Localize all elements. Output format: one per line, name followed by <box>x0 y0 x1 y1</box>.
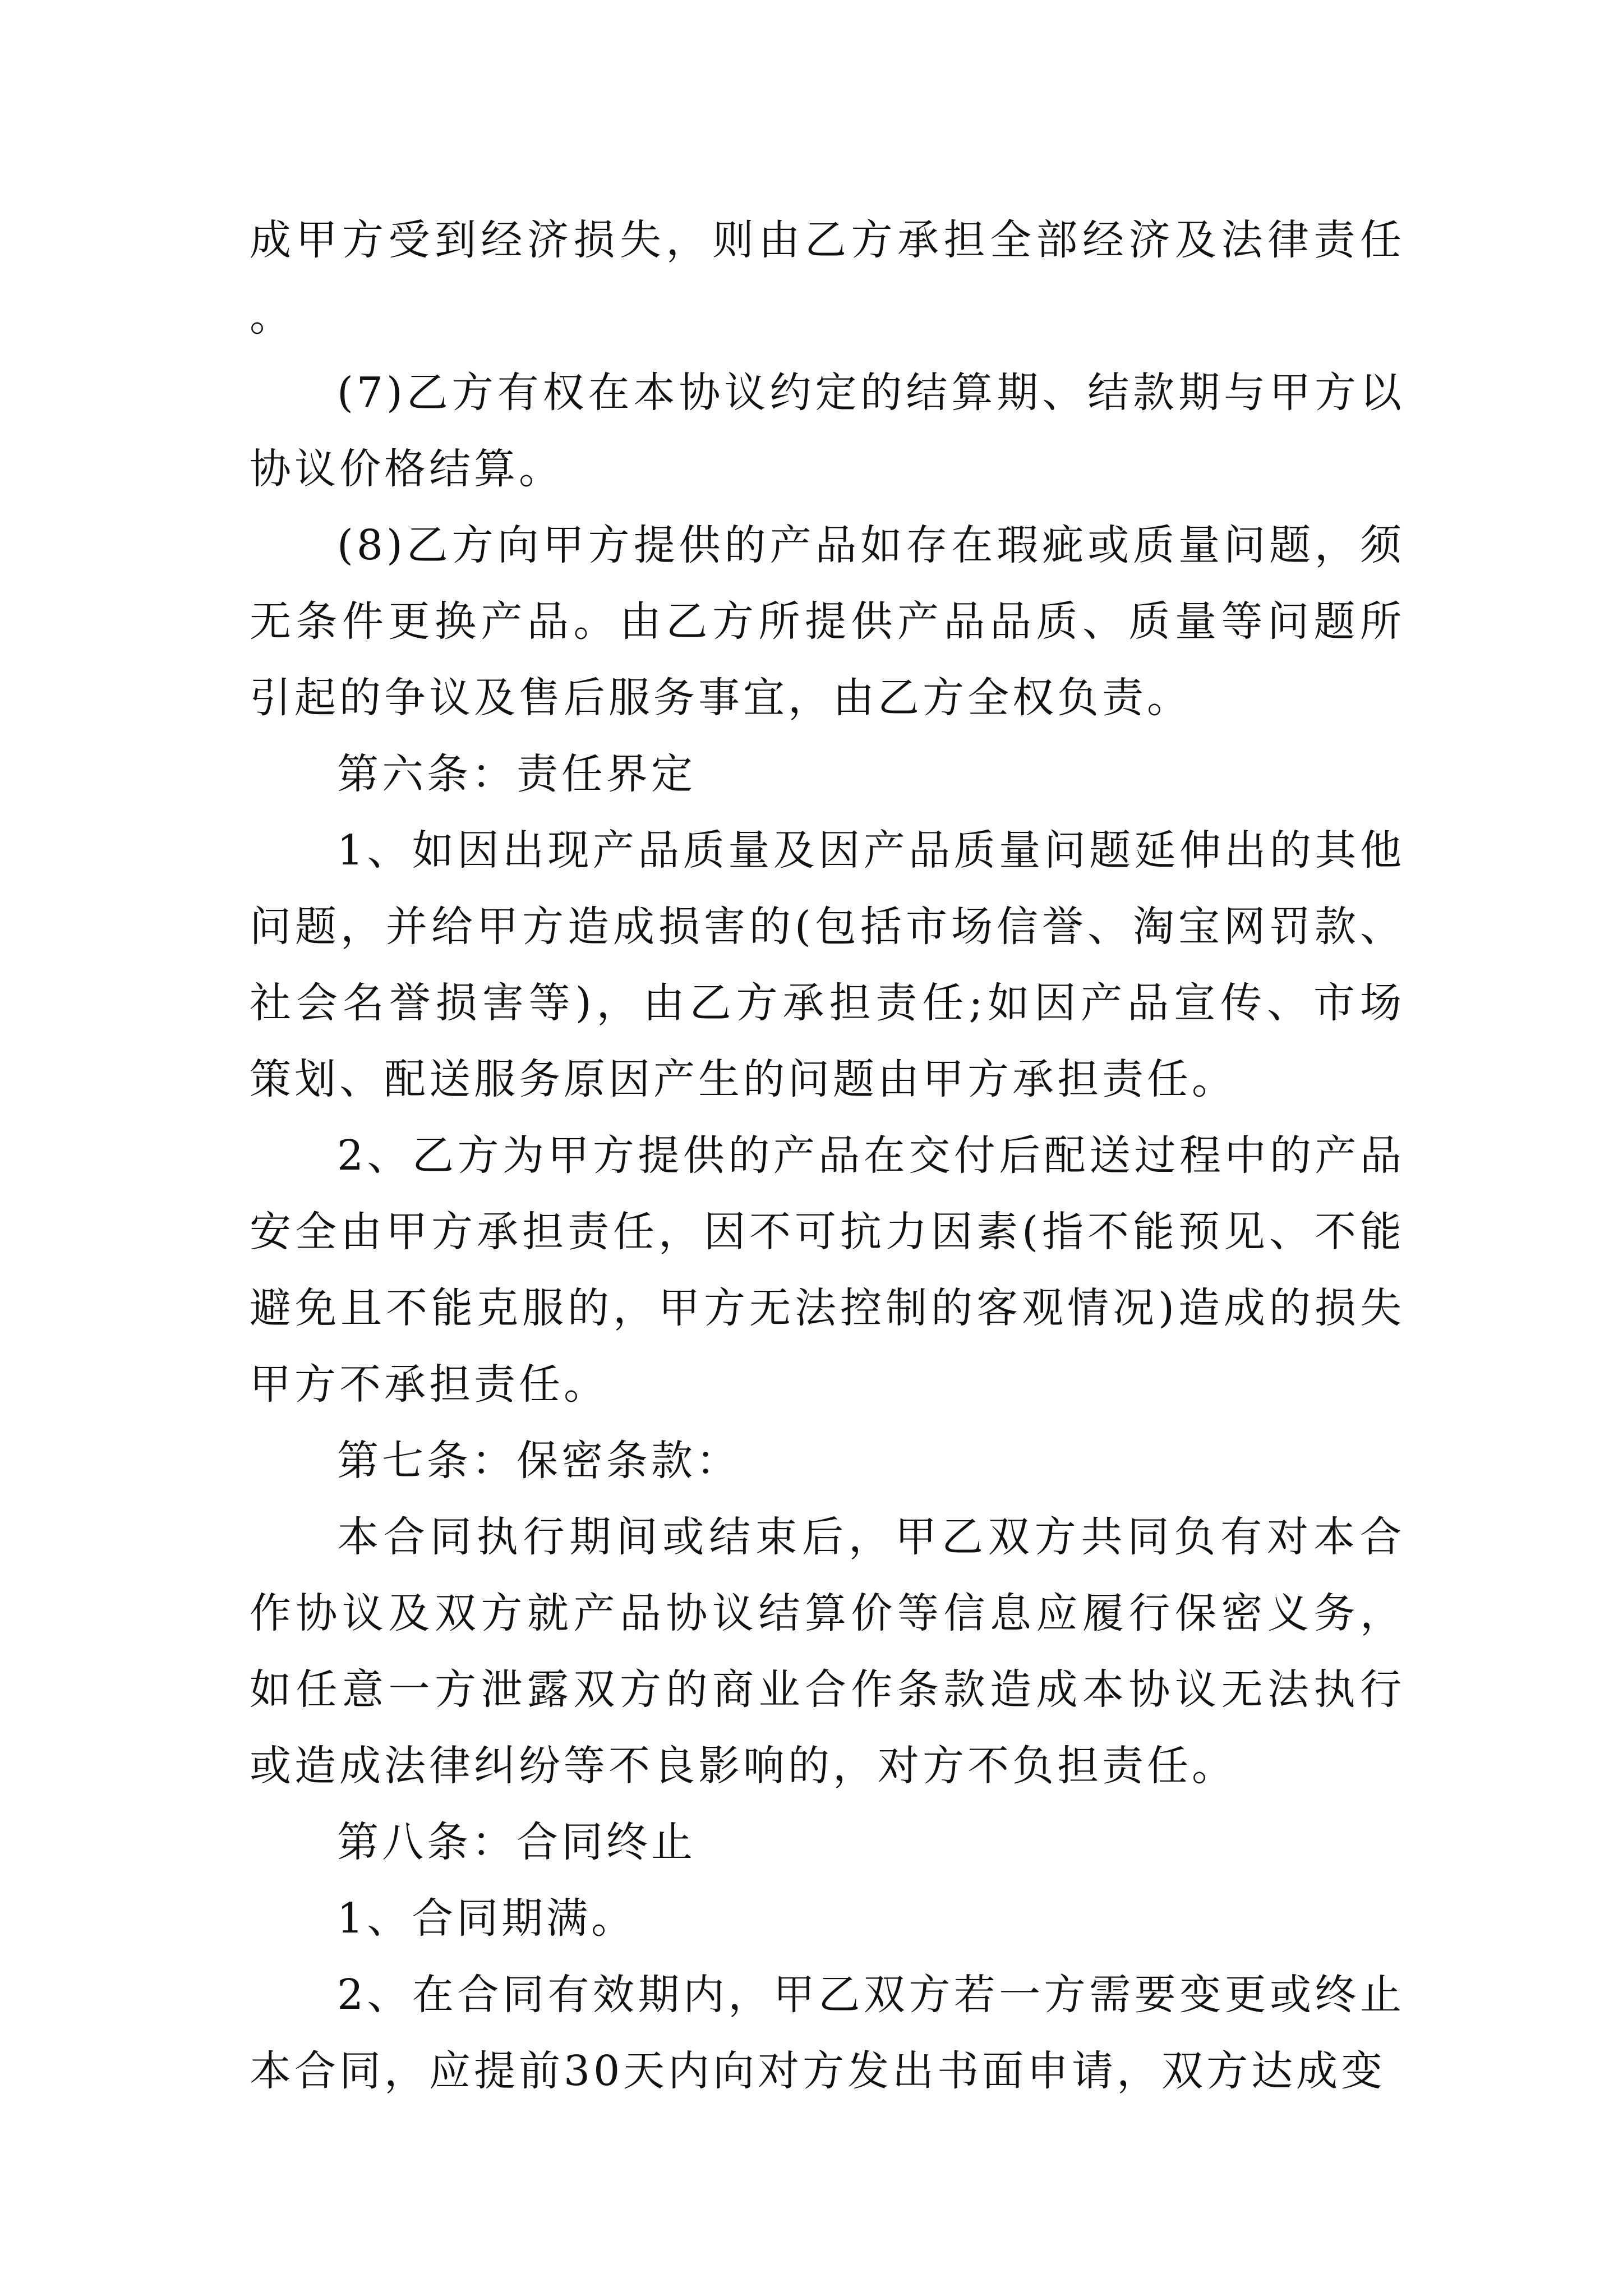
section-heading-article-8: 第八条：合同终止 <box>337 1818 696 1866</box>
section-heading-article-6: 第六条：责任界定 <box>337 750 696 798</box>
paragraph-article-8-item-2: 2、在合同有效期内，甲乙双方若一方需要变更或终止本合同，应提前30天内向对方发出书面申请，双方达成变 <box>250 1971 1405 2095</box>
paragraph-continuation-loss-liability: 成甲方受到经济损失，则由乙方承担全部经济及法律责任。 <box>250 216 1405 341</box>
section-heading-article-7: 第七条：保密条款： <box>337 1437 741 1485</box>
paragraph-article-6-item-1: 1、如因出现产品质量及因产品质量问题延伸出的其他问题，并给甲方造成损害的(包括市场信誉、淘宝网罚款、社会名誉损害等)，由乙方承担责任;如因产品宣传、市场策划、配送服务原因产生的问题由甲方承担责任。 <box>250 826 1405 1103</box>
paragraph-clause-7-settlement: (7)乙方有权在本协议约定的结算期、结款期与甲方以协议价格结算。 <box>250 369 1405 493</box>
paragraph-article-7-confidentiality: 本合同执行期间或结束后，甲乙双方共同负有对本合作协议及双方就产品协议结算价等信息应履行保密义务，如任意一方泄露双方的商业合作条款造成本协议无法执行或造成法律纠纷等不良影响的，对方不负担责任。 <box>250 1513 1405 1790</box>
document-body <box>250 202 1405 2109</box>
paragraph-article-8-item-1: 1、合同期满。 <box>337 1894 637 1943</box>
paragraph-clause-8-product-quality: (8)乙方向甲方提供的产品如存在瑕疵或质量问题，须无条件更换产品。由乙方所提供产品品质、质量等问题所引起的争议及售后服务事宜，由乙方全权负责。 <box>250 521 1405 722</box>
paragraph-article-6-item-2: 2、乙方为甲方提供的产品在交付后配送过程中的产品安全由甲方承担责任，因不可抗力因素(指不能预见、不能避免且不能克服的，甲方无法控制的客观情况)造成的损失甲方不承担责任。 <box>250 1131 1405 1409</box>
